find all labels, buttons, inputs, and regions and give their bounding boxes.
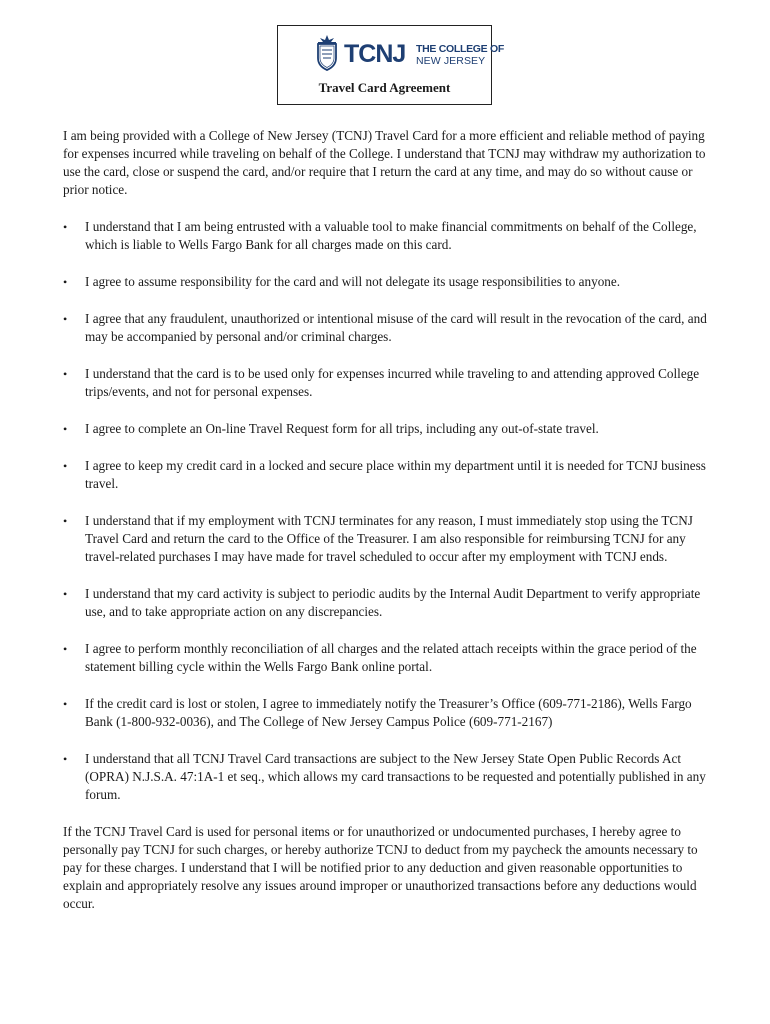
agreement-body	[63, 127, 713, 913]
tcnj-logo	[314, 34, 504, 74]
list-item-text: I understand that I am being entrusted with a valuable tool to make financial commitments on behalf of the College, which is liable to Wells Fargo Bank for all charges made on this card.	[85, 219, 697, 252]
bullet-icon: •	[63, 587, 68, 601]
terms-list	[63, 218, 713, 804]
bullet-icon: •	[63, 697, 68, 711]
list-item	[63, 273, 713, 291]
header-box	[277, 25, 504, 105]
bullet-icon: •	[63, 367, 68, 381]
list-item-text: I understand that all TCNJ Travel Card transactions are subject to the New Jersey State Open Public Records Act (OPRA) N.J.S.A. 47:1A-1 et seq., which allows my card transactions to be requested and potentially published in any forum.	[85, 751, 706, 802]
list-item	[63, 420, 713, 438]
list-item	[63, 218, 713, 254]
list-item-text: I understand that if my employment with TCNJ terminates for any reason, I must immediately stop using the TCNJ Travel Card and return the card to the Office of the Treasurer. I am also responsible for reimbursing TCNJ for any travel-related purchases I may have made for travel scheduled to occur after my employment with TCNJ ends.	[85, 513, 693, 564]
list-item	[63, 750, 713, 804]
document-title: Travel Card Agreement	[318, 80, 451, 95]
list-item	[63, 310, 713, 346]
list-item	[63, 695, 713, 731]
list-item-text: I agree to assume responsibility for the card and will not delegate its usage responsibilities to anyone.	[85, 274, 621, 289]
list-item-text: I agree to perform monthly reconciliation of all charges and the related attach receipts within the grace period of the statement billing cycle within the Wells Fargo Bank online portal.	[85, 641, 697, 674]
bullet-icon: •	[63, 459, 68, 473]
logo-line-1: THE COLLEGE OF	[416, 43, 504, 55]
bullet-icon: •	[63, 275, 68, 289]
list-item	[63, 365, 713, 401]
list-item-text: If the credit card is lost or stolen, I agree to immediately notify the Treasurer’s Office (609-771-2186), Wells Fargo Bank (1-800-932-0036), and The College of New Jersey Campus Police (609-771-2167)	[85, 696, 692, 729]
bullet-icon: •	[63, 312, 68, 326]
list-item	[63, 457, 713, 493]
bullet-icon: •	[63, 220, 68, 234]
closing-paragraph: If the TCNJ Travel Card is used for personal items or for unauthorized or undocumented purchases, I hereby agree to personally pay TCNJ for such charges, or hereby authorize TCNJ to deduct from my paycheck the amounts necessary to pay for these charges. I understand that I will be notified prior to any deduction and given reasonable opportunities to explain and appropriately resolve any issues around improper or unauthorized transactions before any deductions would occur.	[63, 824, 698, 911]
list-item-text: I understand that my card activity is subject to periodic audits by the Internal Audit Department to verify appropriate use, and to take appropriate action on any discrepancies.	[85, 586, 701, 619]
intro-paragraph: I am being provided with a College of New Jersey (TCNJ) Travel Card for a more efficient and reliable method of paying for expenses incurred while traveling on behalf of the College. I understand that TCNJ may withdraw my authorization to use the card, close or suspend the card, and/or require that I return the card at any time, and may do so without cause or prior notice.	[63, 128, 706, 197]
logo-abbrev: TCNJ	[344, 40, 406, 68]
list-item-text: I agree to complete an On-line Travel Request form for all trips, including any out-of-state travel.	[85, 421, 599, 436]
bullet-icon: •	[63, 422, 68, 436]
bullet-icon: •	[63, 514, 68, 528]
list-item-text: I understand that the card is to be used only for expenses incurred while traveling to and attending approved College trips/events, and not for personal expenses.	[85, 366, 700, 399]
bullet-icon: •	[63, 642, 68, 656]
list-item-text: I agree to keep my credit card in a locked and secure place within my department until it is needed for TCNJ business travel.	[85, 458, 706, 491]
list-item-text: I agree that any fraudulent, unauthorized or intentional misuse of the card will result in the revocation of the card, and may be accompanied by personal and/or criminal charges.	[85, 311, 707, 344]
bullet-icon: •	[63, 752, 68, 766]
logo-line-2: NEW JERSEY	[416, 55, 486, 67]
list-item	[63, 585, 713, 621]
list-item	[63, 512, 713, 566]
list-item	[63, 640, 713, 676]
college-seal-icon	[314, 34, 340, 72]
